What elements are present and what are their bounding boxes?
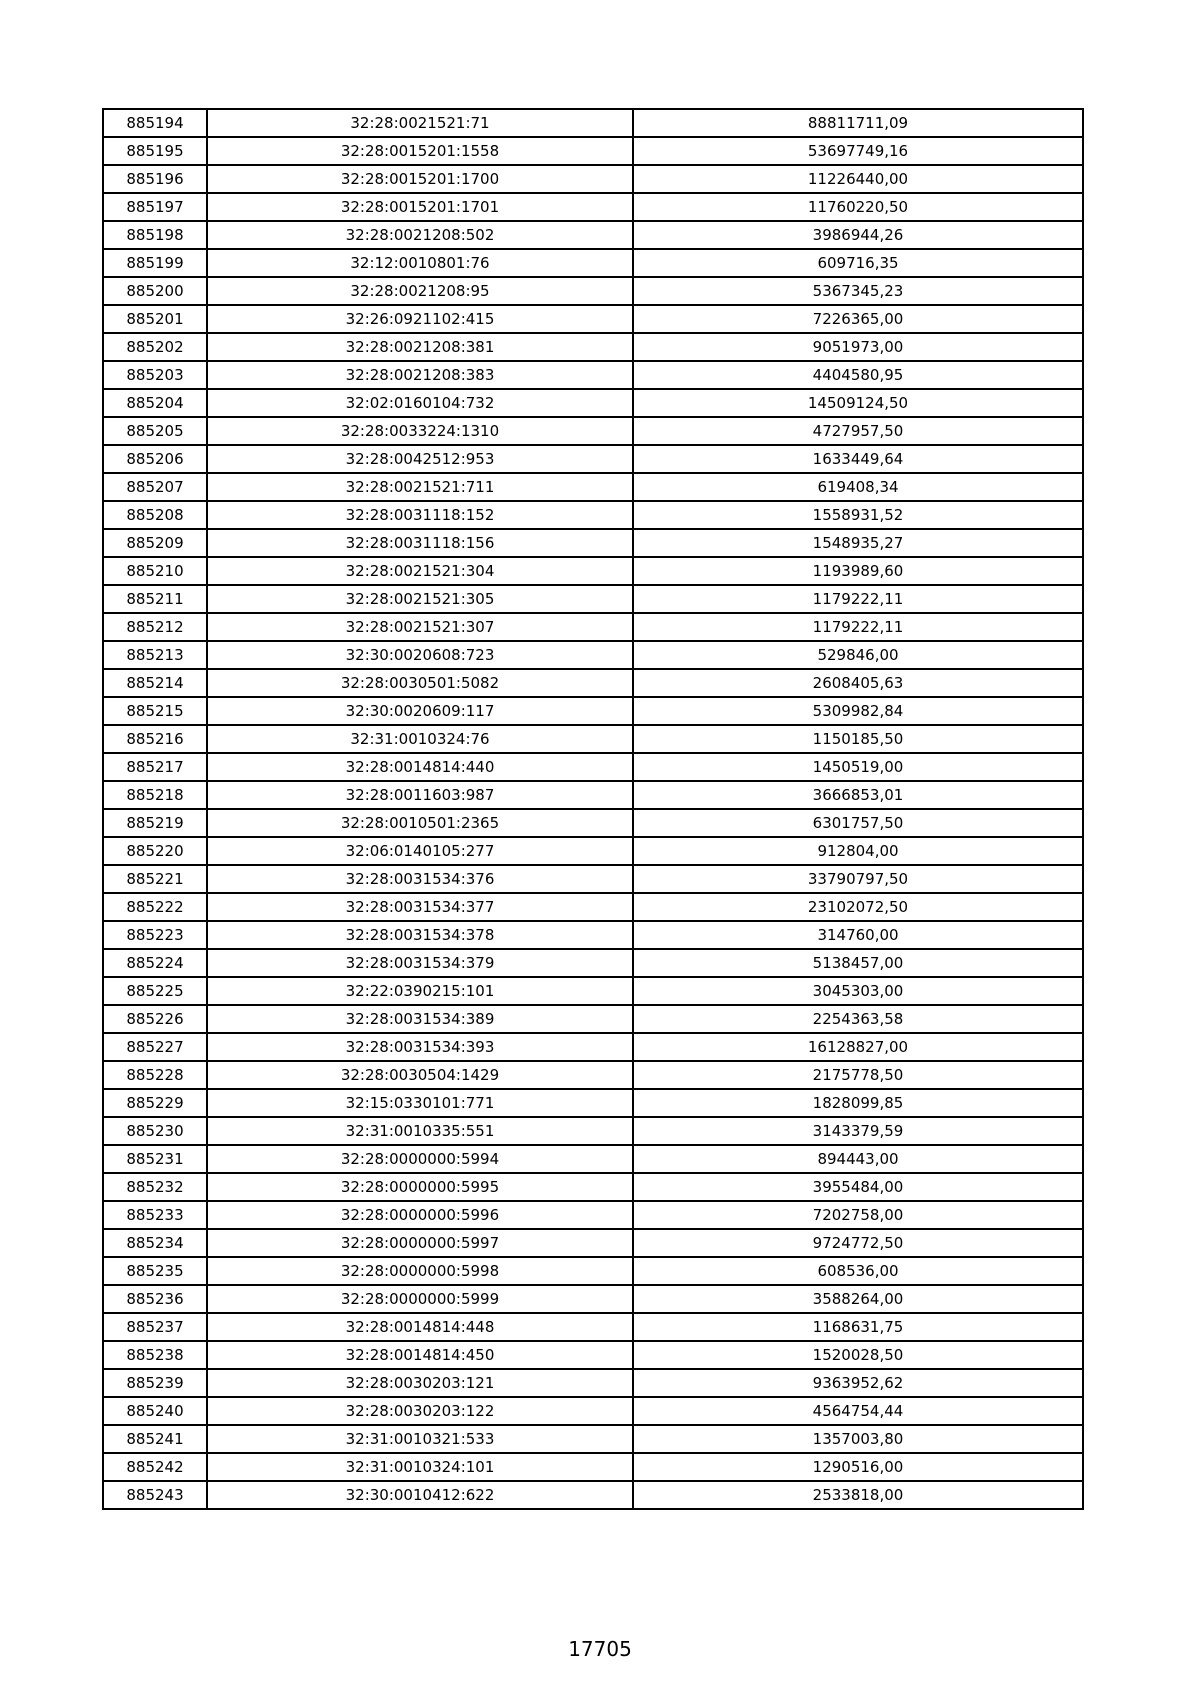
table-row: [103, 837, 1083, 865]
cadastral-number-cell: 32:15:0330101:771: [207, 1089, 633, 1117]
row-number-cell: 885223: [103, 921, 207, 949]
table-row: [103, 557, 1083, 585]
value-cell: 1179222,11: [633, 585, 1083, 613]
row-number-cell: 885207: [103, 473, 207, 501]
cadastral-number-cell: 32:28:0000000:5998: [207, 1257, 633, 1285]
value-cell: 912804,00: [633, 837, 1083, 865]
cadastral-number-cell: 32:31:0010324:101: [207, 1453, 633, 1481]
cadastral-number-cell: 32:28:0031534:378: [207, 921, 633, 949]
table-row: [103, 893, 1083, 921]
value-cell: 4727957,50: [633, 417, 1083, 445]
cadastral-number-cell: 32:28:0015201:1701: [207, 193, 633, 221]
table-row: [103, 221, 1083, 249]
table-row: [103, 137, 1083, 165]
table-row: [103, 753, 1083, 781]
row-number-cell: 885215: [103, 697, 207, 725]
cadastral-number-cell: 32:28:0031534:376: [207, 865, 633, 893]
cadastral-number-cell: 32:28:0000000:5995: [207, 1173, 633, 1201]
table-row: [103, 1397, 1083, 1425]
row-number-cell: 885210: [103, 557, 207, 585]
value-cell: 2533818,00: [633, 1481, 1083, 1509]
value-cell: 53697749,16: [633, 137, 1083, 165]
table-row: [103, 921, 1083, 949]
data-table: [102, 108, 1084, 1510]
table-row: [103, 389, 1083, 417]
table-row: [103, 669, 1083, 697]
row-number-cell: 885235: [103, 1257, 207, 1285]
cadastral-number-cell: 32:06:0140105:277: [207, 837, 633, 865]
value-cell: 5309982,84: [633, 697, 1083, 725]
cadastral-number-cell: 32:28:0031534:389: [207, 1005, 633, 1033]
value-cell: 11226440,00: [633, 165, 1083, 193]
table-row: [103, 165, 1083, 193]
cadastral-number-cell: 32:31:0010335:551: [207, 1117, 633, 1145]
cadastral-number-cell: 32:28:0031534:377: [207, 893, 633, 921]
cadastral-number-cell: 32:28:0030501:5082: [207, 669, 633, 697]
value-cell: 1290516,00: [633, 1453, 1083, 1481]
row-number-cell: 885200: [103, 277, 207, 305]
table-row: [103, 1173, 1083, 1201]
table-row: [103, 977, 1083, 1005]
value-cell: 88811711,09: [633, 109, 1083, 137]
row-number-cell: 885232: [103, 1173, 207, 1201]
row-number-cell: 885230: [103, 1117, 207, 1145]
cadastral-number-cell: 32:28:0030504:1429: [207, 1061, 633, 1089]
cadastral-number-cell: 32:28:0010501:2365: [207, 809, 633, 837]
cadastral-number-cell: 32:28:0000000:5997: [207, 1229, 633, 1257]
table-row: [103, 1145, 1083, 1173]
value-cell: 4564754,44: [633, 1397, 1083, 1425]
value-cell: 1150185,50: [633, 725, 1083, 753]
value-cell: 16128827,00: [633, 1033, 1083, 1061]
value-cell: 3986944,26: [633, 221, 1083, 249]
value-cell: 1828099,85: [633, 1089, 1083, 1117]
row-number-cell: 885218: [103, 781, 207, 809]
value-cell: 3955484,00: [633, 1173, 1083, 1201]
row-number-cell: 885221: [103, 865, 207, 893]
value-cell: 9724772,50: [633, 1229, 1083, 1257]
cadastral-number-cell: 32:31:0010324:76: [207, 725, 633, 753]
cadastral-number-cell: 32:30:0010412:622: [207, 1481, 633, 1509]
table-row: [103, 725, 1083, 753]
row-number-cell: 885229: [103, 1089, 207, 1117]
cadastral-number-cell: 32:28:0021208:383: [207, 361, 633, 389]
row-number-cell: 885201: [103, 305, 207, 333]
table-row: [103, 613, 1083, 641]
cadastral-number-cell: 32:28:0015201:1558: [207, 137, 633, 165]
table-row: [103, 1453, 1083, 1481]
value-cell: 609716,35: [633, 249, 1083, 277]
table-row: [103, 809, 1083, 837]
cadastral-number-cell: 32:28:0021521:305: [207, 585, 633, 613]
table-row: [103, 1341, 1083, 1369]
table-row: [103, 1369, 1083, 1397]
cadastral-number-cell: 32:28:0021521:304: [207, 557, 633, 585]
value-cell: 1548935,27: [633, 529, 1083, 557]
row-number-cell: 885204: [103, 389, 207, 417]
value-cell: 7226365,00: [633, 305, 1083, 333]
row-number-cell: 885212: [103, 613, 207, 641]
value-cell: 2175778,50: [633, 1061, 1083, 1089]
table-row: [103, 1313, 1083, 1341]
value-cell: 1558931,52: [633, 501, 1083, 529]
cadastral-number-cell: 32:28:0021521:307: [207, 613, 633, 641]
value-cell: 314760,00: [633, 921, 1083, 949]
table-row: [103, 1033, 1083, 1061]
row-number-cell: 885208: [103, 501, 207, 529]
table-row: [103, 1061, 1083, 1089]
table-row: [103, 249, 1083, 277]
table-row: [103, 361, 1083, 389]
table-row: [103, 697, 1083, 725]
row-number-cell: 885226: [103, 1005, 207, 1033]
table-row: [103, 445, 1083, 473]
cadastral-number-cell: 32:28:0000000:5996: [207, 1201, 633, 1229]
table-row: [103, 781, 1083, 809]
value-cell: 1633449,64: [633, 445, 1083, 473]
row-number-cell: 885243: [103, 1481, 207, 1509]
value-cell: 5367345,23: [633, 277, 1083, 305]
row-number-cell: 885209: [103, 529, 207, 557]
cadastral-number-cell: 32:28:0021208:502: [207, 221, 633, 249]
value-cell: 6301757,50: [633, 809, 1083, 837]
value-cell: 529846,00: [633, 641, 1083, 669]
row-number-cell: 885242: [103, 1453, 207, 1481]
cadastral-number-cell: 32:30:0020608:723: [207, 641, 633, 669]
row-number-cell: 885203: [103, 361, 207, 389]
cadastral-number-cell: 32:31:0010321:533: [207, 1425, 633, 1453]
table-row: [103, 949, 1083, 977]
row-number-cell: 885233: [103, 1201, 207, 1229]
cadastral-number-cell: 32:30:0020609:117: [207, 697, 633, 725]
cadastral-number-cell: 32:28:0021521:711: [207, 473, 633, 501]
row-number-cell: 885228: [103, 1061, 207, 1089]
cadastral-number-cell: 32:12:0010801:76: [207, 249, 633, 277]
row-number-cell: 885219: [103, 809, 207, 837]
value-cell: 619408,34: [633, 473, 1083, 501]
table-row: [103, 1229, 1083, 1257]
row-number-cell: 885237: [103, 1313, 207, 1341]
table-row: [103, 277, 1083, 305]
value-cell: 1520028,50: [633, 1341, 1083, 1369]
table-row: [103, 1425, 1083, 1453]
row-number-cell: 885234: [103, 1229, 207, 1257]
row-number-cell: 885211: [103, 585, 207, 613]
cadastral-number-cell: 32:28:0031534:379: [207, 949, 633, 977]
table-row: [103, 1481, 1083, 1509]
table-row: [103, 529, 1083, 557]
value-cell: 1357003,80: [633, 1425, 1083, 1453]
table-row: [103, 1117, 1083, 1145]
table-row: [103, 1201, 1083, 1229]
row-number-cell: 885220: [103, 837, 207, 865]
table-row: [103, 417, 1083, 445]
cadastral-number-cell: 32:28:0030203:122: [207, 1397, 633, 1425]
table-row: [103, 333, 1083, 361]
row-number-cell: 885202: [103, 333, 207, 361]
cadastral-number-cell: 32:28:0015201:1700: [207, 165, 633, 193]
cadastral-number-cell: 32:02:0160104:732: [207, 389, 633, 417]
value-cell: 608536,00: [633, 1257, 1083, 1285]
table-row: [103, 193, 1083, 221]
row-number-cell: 885231: [103, 1145, 207, 1173]
table-row: [103, 109, 1083, 137]
row-number-cell: 885216: [103, 725, 207, 753]
value-cell: 1168631,75: [633, 1313, 1083, 1341]
table-row: [103, 1257, 1083, 1285]
value-cell: 11760220,50: [633, 193, 1083, 221]
value-cell: 1450519,00: [633, 753, 1083, 781]
cadastral-number-cell: 32:28:0021521:71: [207, 109, 633, 137]
value-cell: 4404580,95: [633, 361, 1083, 389]
table-row: [103, 1005, 1083, 1033]
cadastral-number-cell: 32:28:0014814:440: [207, 753, 633, 781]
row-number-cell: 885213: [103, 641, 207, 669]
cadastral-number-cell: 32:28:0031118:156: [207, 529, 633, 557]
value-cell: 2608405,63: [633, 669, 1083, 697]
cadastral-number-cell: 32:28:0014814:448: [207, 1313, 633, 1341]
cadastral-number-cell: 32:28:0000000:5994: [207, 1145, 633, 1173]
value-cell: 3588264,00: [633, 1285, 1083, 1313]
cadastral-number-cell: 32:28:0000000:5999: [207, 1285, 633, 1313]
value-cell: 14509124,50: [633, 389, 1083, 417]
row-number-cell: 885196: [103, 165, 207, 193]
row-number-cell: 885239: [103, 1369, 207, 1397]
row-number-cell: 885241: [103, 1425, 207, 1453]
cadastral-number-cell: 32:28:0011603:987: [207, 781, 633, 809]
value-cell: 1193989,60: [633, 557, 1083, 585]
row-number-cell: 885198: [103, 221, 207, 249]
table-row: [103, 305, 1083, 333]
value-cell: 9051973,00: [633, 333, 1083, 361]
row-number-cell: 885227: [103, 1033, 207, 1061]
value-cell: 5138457,00: [633, 949, 1083, 977]
row-number-cell: 885206: [103, 445, 207, 473]
row-number-cell: 885217: [103, 753, 207, 781]
table-row: [103, 501, 1083, 529]
value-cell: 7202758,00: [633, 1201, 1083, 1229]
value-cell: 33790797,50: [633, 865, 1083, 893]
table-row: [103, 641, 1083, 669]
row-number-cell: 885224: [103, 949, 207, 977]
cadastral-number-cell: 32:28:0021208:95: [207, 277, 633, 305]
cadastral-number-cell: 32:22:0390215:101: [207, 977, 633, 1005]
row-number-cell: 885194: [103, 109, 207, 137]
cadastral-number-cell: 32:28:0031534:393: [207, 1033, 633, 1061]
row-number-cell: 885236: [103, 1285, 207, 1313]
cadastral-number-cell: 32:28:0021208:381: [207, 333, 633, 361]
value-cell: 23102072,50: [633, 893, 1083, 921]
value-cell: 2254363,58: [633, 1005, 1083, 1033]
row-number-cell: 885199: [103, 249, 207, 277]
value-cell: 3666853,01: [633, 781, 1083, 809]
row-number-cell: 885195: [103, 137, 207, 165]
value-cell: 3143379,59: [633, 1117, 1083, 1145]
value-cell: 3045303,00: [633, 977, 1083, 1005]
table-row: [103, 585, 1083, 613]
cadastral-number-cell: 32:28:0031118:152: [207, 501, 633, 529]
table-row: [103, 1285, 1083, 1313]
table-row: [103, 865, 1083, 893]
row-number-cell: 885238: [103, 1341, 207, 1369]
table-body: [103, 109, 1083, 1509]
row-number-cell: 885197: [103, 193, 207, 221]
row-number-cell: 885205: [103, 417, 207, 445]
value-cell: 894443,00: [633, 1145, 1083, 1173]
cadastral-number-cell: 32:28:0014814:450: [207, 1341, 633, 1369]
page-number: 17705: [568, 1637, 632, 1661]
cadastral-number-cell: 32:28:0033224:1310: [207, 417, 633, 445]
table-row: [103, 473, 1083, 501]
cadastral-number-cell: 32:28:0042512:953: [207, 445, 633, 473]
cadastral-number-cell: 32:28:0030203:121: [207, 1369, 633, 1397]
row-number-cell: 885222: [103, 893, 207, 921]
value-cell: 1179222,11: [633, 613, 1083, 641]
table-row: [103, 1089, 1083, 1117]
row-number-cell: 885240: [103, 1397, 207, 1425]
row-number-cell: 885225: [103, 977, 207, 1005]
cadastral-number-cell: 32:26:0921102:415: [207, 305, 633, 333]
value-cell: 9363952,62: [633, 1369, 1083, 1397]
row-number-cell: 885214: [103, 669, 207, 697]
